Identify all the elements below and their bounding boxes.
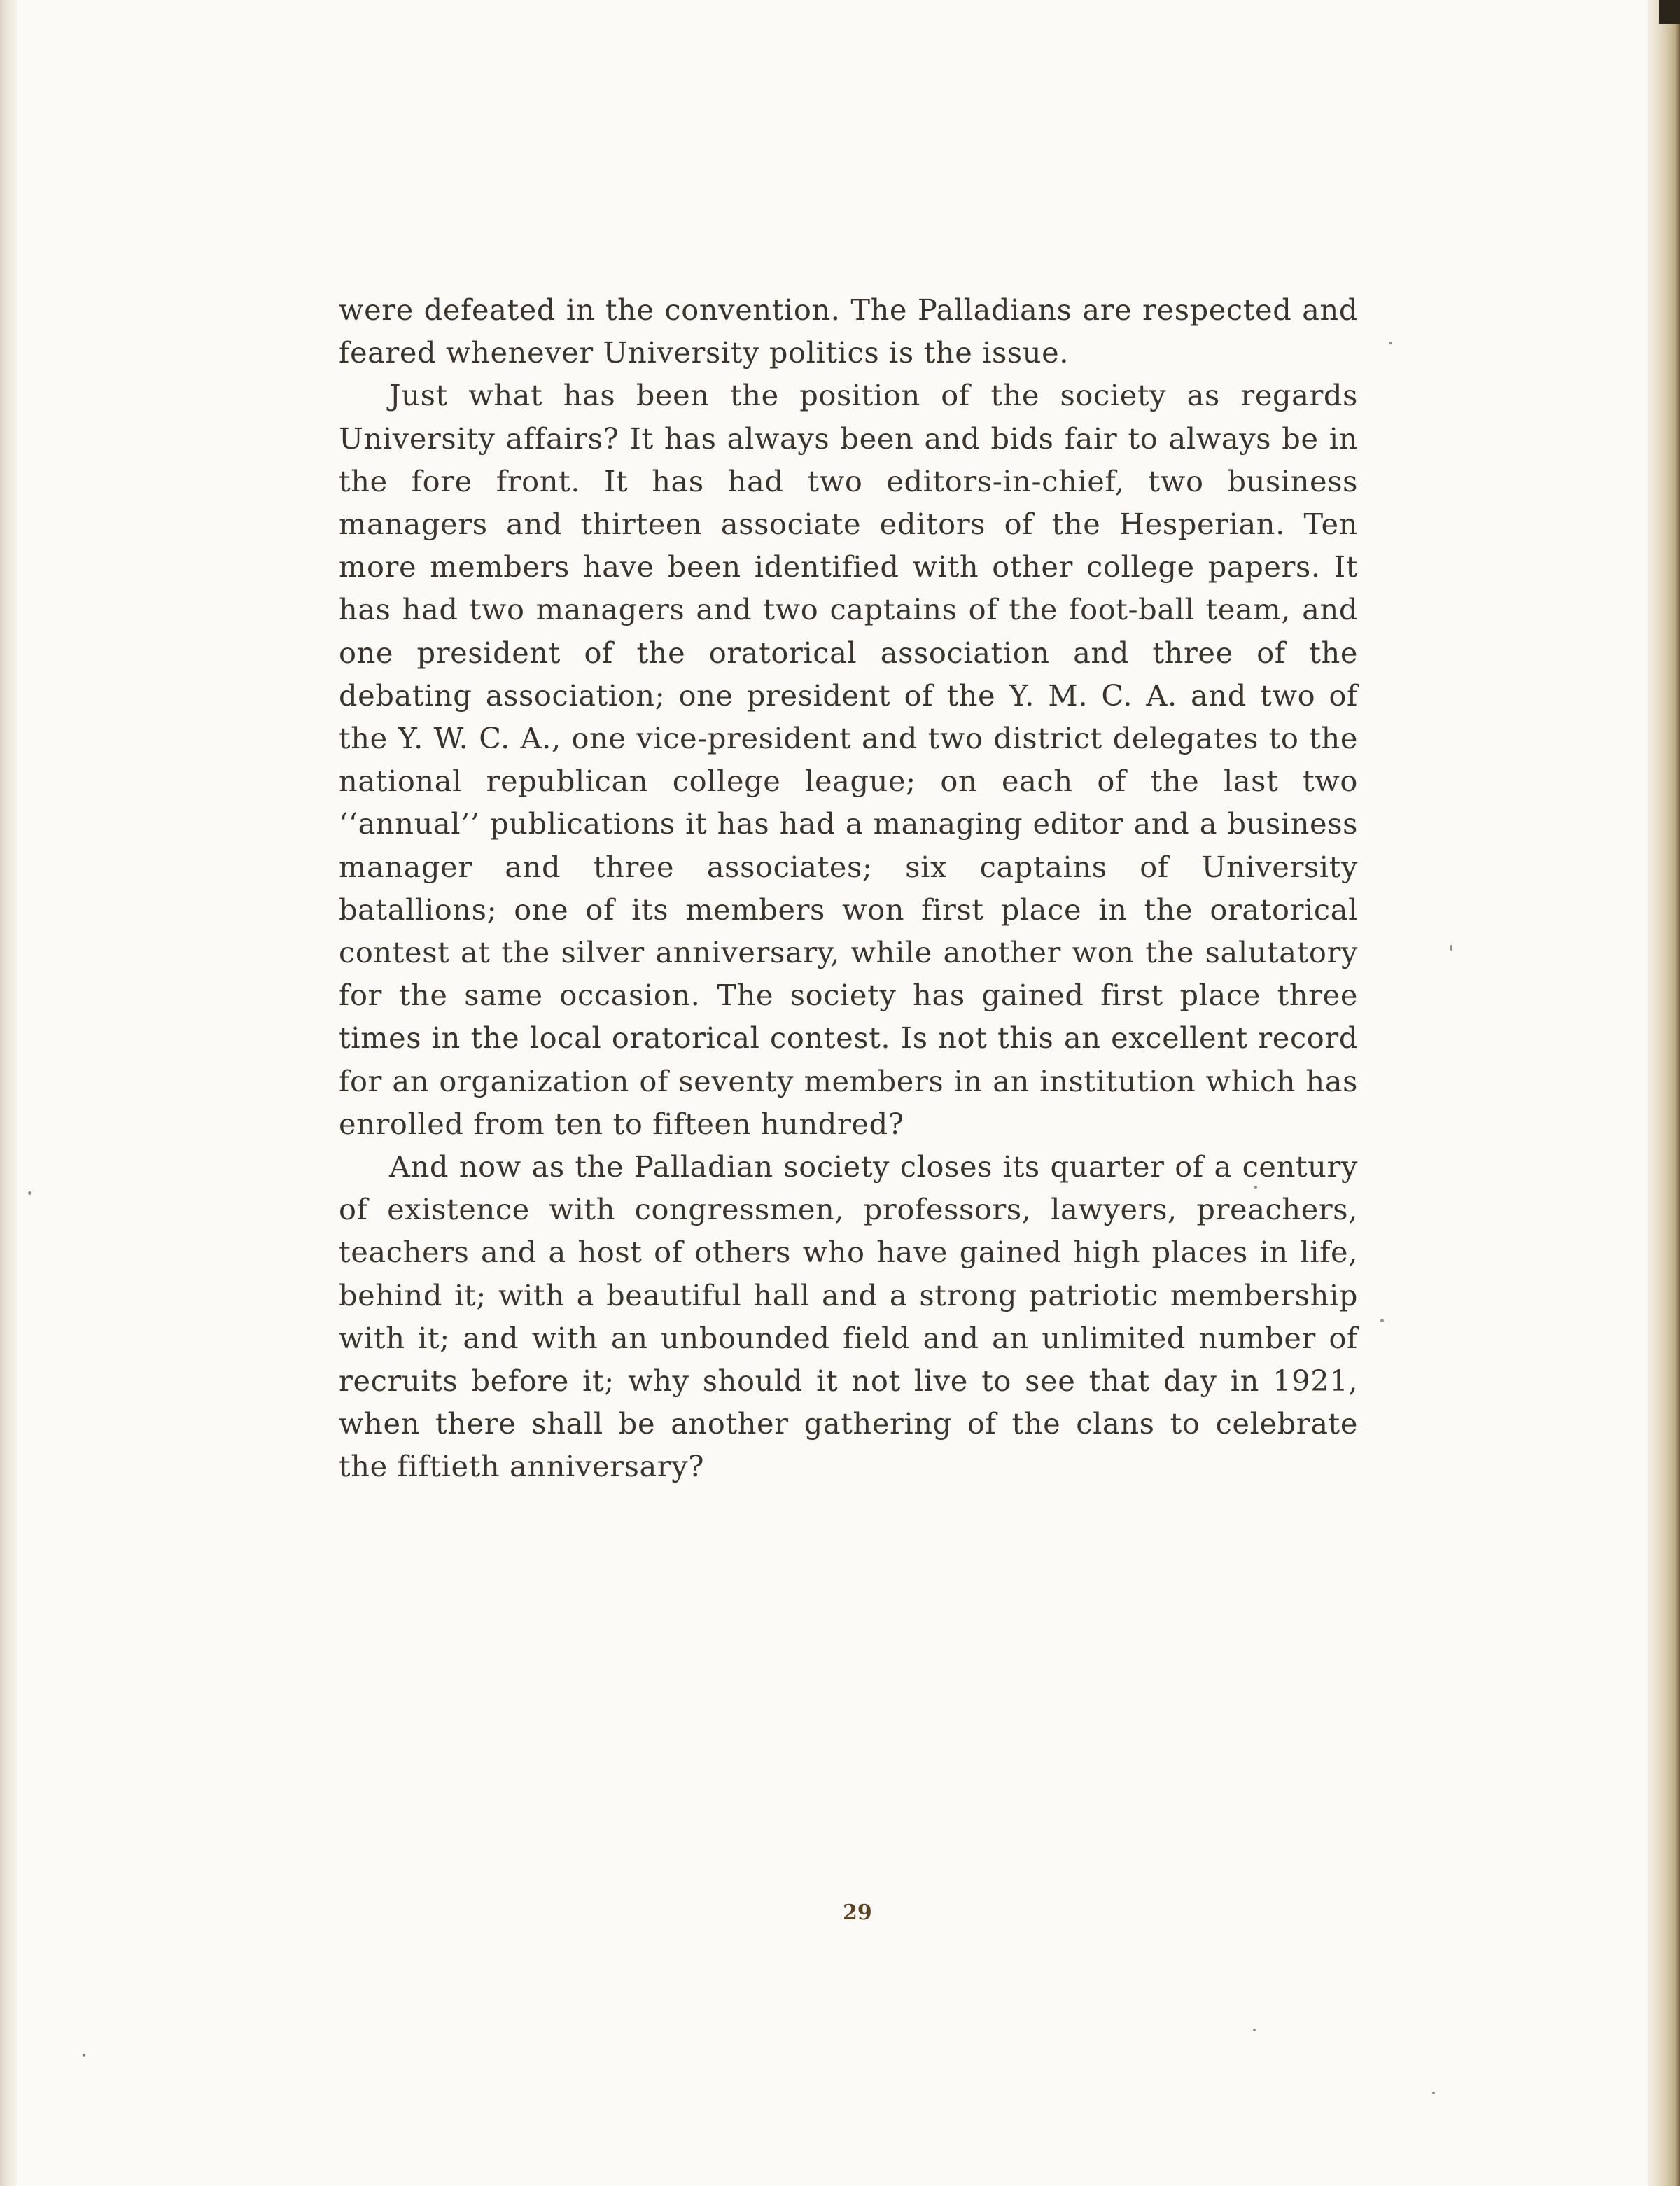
body-text [339, 288, 1358, 1488]
scan-speck [1253, 2029, 1256, 2031]
scan-speck [1380, 1319, 1384, 1322]
paragraph-continuation: were defeated in the convention. The Palladians are respected and feared whenever University politics is the issue. [339, 293, 1358, 370]
scan-speck [1432, 2092, 1435, 2094]
page-stack-edge-right [1648, 0, 1680, 2186]
scan-speck [28, 1191, 31, 1195]
paragraph-university-affairs: Just what has been the position of the society as regards University affairs? It has always been and bids fair to always be in the fore front. It has had two editors-in-chief, two business managers and thirteen associate editors of the Hesperian. Ten more members have been identified with other college papers. It has had two managers and two captains of the foot-ball team, and one president of the oratorical association and three of the debating association; one president of the Y. M. C. A. and two of the Y. W. C. A., one vice-president and two district delegates to the national republican college league; on each of the last two ‘‘annual’’ publications it has had a managing editor and a business manager and three associates; six captains of University batallions; one of its members won first place in the oratorical contest at the silver anniversary, while another won the salutatory for the same occasion. The society has gained first place three times in the local oratorical contest. Is not this an excellent record for an organization of seventy members in an institution which has enrolled from ten to fifteen hundred? [339, 378, 1358, 1141]
binding-edge-left [0, 0, 17, 2186]
scan-speck [1450, 945, 1452, 951]
scan-speck [1390, 342, 1392, 344]
scan-speck [1254, 1186, 1257, 1189]
page-number: 29 [843, 1900, 872, 1925]
cover-corner [1659, 0, 1680, 24]
scan-speck [83, 2054, 85, 2057]
paragraph-closing: And now as the Palladian society closes its quarter of a century of existence with congressmen, professors, lawyers, preachers, teachers and a host of others who have gained high places in life, behind it; with a beautiful hall and a strong patriotic membership with it; and with an unbounded field and an unlimited number of recruits before it; why should it not live to see that day in 1921, when there shall be another gathering of the clans to celebrate the fiftieth anniversary? [339, 1149, 1358, 1484]
